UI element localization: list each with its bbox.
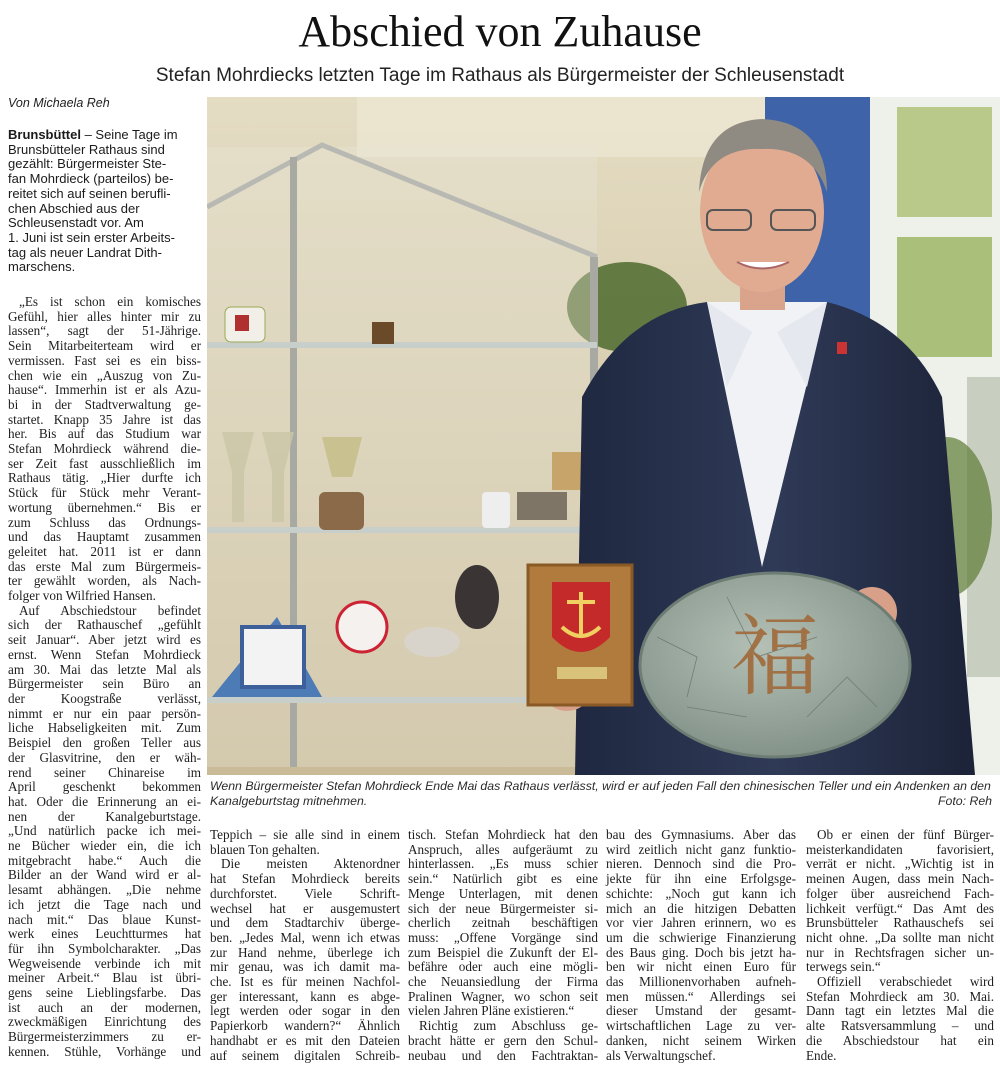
text-line: Papierkorb wandern?“ Ähnlich: [210, 1018, 400, 1034]
text-line: Stefan Mohrdieck am 30. Mai.: [806, 988, 994, 1004]
lead-line: [8, 246, 203, 261]
text-line: vermissen. Fast sei es ein biss-: [8, 352, 201, 368]
article-column-1: [8, 295, 201, 1060]
lead-line: [8, 202, 203, 217]
text-line: lassen“, sagt der 51-Jährige.: [8, 323, 201, 339]
text-line: ben. „Jedes Mal, wenn ich etwas: [210, 929, 400, 945]
photo-credit: Foto: Reh: [938, 793, 992, 808]
text-line: terwegs sein.“: [806, 959, 881, 975]
text-line: danken, nicht seinem Wirken: [606, 1032, 796, 1048]
text-line: des Baus ging. Doch bis jetzt ha-: [606, 944, 796, 960]
lead-line: [8, 260, 203, 275]
lead-line: [8, 128, 203, 143]
text-line: Teppich – sie alle sind in einem: [210, 827, 400, 842]
lead-text: – Seine Tage im: [80, 127, 178, 142]
text-line: werk eines Leuchtturmes hat: [8, 926, 201, 942]
text-line: ter gewählt worden, als Nach-: [8, 573, 201, 589]
text-line: startet. Knapp 35 Jahre ist das: [8, 411, 201, 427]
text-line: geleitet hat. 2011 ist er dann: [8, 543, 201, 559]
text-line: April geschenkt bekommen: [8, 779, 201, 795]
text-line: hat. Oder die Erinnerung an ei-: [8, 793, 201, 809]
text-line: „Es ist schon ein komisches: [19, 294, 201, 309]
text-line: vor vier Jahren erinnern, wo es: [606, 915, 796, 931]
text-line: Anspruch, alles aufgeräumt zu: [408, 841, 598, 857]
text-line: hinterlassen. „Es muss schier: [408, 856, 598, 872]
text-line: nimmt er nur ein paar persön-: [8, 705, 201, 721]
text-line: bau des Gymnasiums. Aber das: [606, 827, 796, 842]
article-column-5: [806, 828, 994, 1063]
text-line: Stefan Mohrdieck während die-: [8, 441, 201, 457]
text-line: nieren. Dennoch sind die Pro-: [606, 856, 796, 872]
text-line: Gefühl, hier alles hinter mir zu: [8, 308, 201, 324]
text-line: Brunsbütteler Rathauschefs sei: [806, 915, 994, 931]
text-line: zweckmäßigen Einrichtung des: [8, 1014, 201, 1030]
text-line: nur in Rechtsfragen sicher un-: [806, 944, 994, 960]
text-line: als Verwaltungschef.: [606, 1047, 716, 1063]
text-line: Wegweisende verbinde ich mit: [8, 955, 201, 971]
text-line: gens seine Lieblingsfarbe. Das: [8, 985, 201, 1001]
text-line: der Koogstraße verlässt,: [8, 690, 201, 706]
text-line: vielen Jahren Pläne existieren.“: [408, 1003, 575, 1019]
lead-text: marschens.: [8, 259, 76, 275]
text-line: zur Hand nehme, überlege ich: [210, 944, 400, 960]
text-line: folger von Wilfried Hansen.: [8, 588, 156, 604]
byline: Von Michaela Reh: [8, 96, 110, 110]
text-line: das erste Mal zum Bürgermeis-: [8, 558, 201, 574]
lead-text: fan Mohrdieck (parteilos) be-: [8, 171, 174, 187]
subheadline: Stefan Mohrdiecks letzten Tage im Rathaus als Bürgermeister der Schleusenstadt: [155, 65, 845, 86]
plate-character: 福: [730, 605, 820, 708]
text-line: Offiziell verabschiedet wird: [817, 974, 994, 990]
text-line: blauen Ton gehalten.: [210, 841, 320, 857]
text-line: muss: „Offene Vorgänge sind: [408, 929, 598, 945]
text-line: für ihn Symbolcharakter. „Das: [8, 940, 201, 956]
text-line: sich der neue Bürgermeister si-: [408, 900, 598, 916]
text-line: bracht hätte er gern den Schul-: [408, 1032, 598, 1048]
text-line: Die meisten Aktenordner: [221, 856, 400, 872]
text-line: rend seiner Chinareise im: [8, 764, 201, 780]
text-line: Pralinen Wagner, wo schon seit: [408, 988, 598, 1004]
text-line: zum Schluss das Ordnungs-: [8, 514, 201, 530]
lead-text: Schleusenstadt vor. Am: [8, 215, 144, 231]
caption-text: Wenn Bürgermeister Stefan Mohrdieck Ende Mai das Rathaus verlässt, wird er auf jeden Fall den chinesischen Teller und ein Andenken an den Kanalgeburtstag mitnehmen.: [210, 779, 991, 808]
text-line: neubau und den Fachtraktan-: [408, 1047, 598, 1063]
text-line: ger interessant, kann es abge-: [210, 988, 400, 1004]
article-column-4: [606, 828, 796, 1063]
text-line: ben wir nicht einen Euro für: [606, 959, 796, 975]
text-line: Sein Mitarbeiterteam wird er: [8, 338, 201, 354]
lead-line: [8, 172, 203, 187]
text-line: ser Zeit fast ausschließlich im: [8, 455, 201, 471]
text-line: meinen Augen, dass mein Nach-: [806, 871, 994, 887]
text-line: dieser Umstand der gesamt-: [606, 1003, 796, 1019]
text-line: „Und natürlich packe ich mei-: [8, 823, 201, 839]
text-line: lichkeit verfügt.“ Das Amt des: [806, 900, 994, 916]
lead-text: Brunsbütteler Rathaus sind: [8, 141, 165, 157]
text-line: Menge Unterlagen, mit denen: [408, 885, 598, 901]
lead-line: [8, 231, 203, 246]
text-line: seit Januar“. Aber jetzt wird es: [8, 632, 201, 648]
text-line: Bürgermeister sein Büro an: [8, 676, 201, 692]
text-line: befähre oder auch eine mögli-: [408, 959, 598, 975]
text-line: der Glasvitrine, den er wäh-: [8, 749, 201, 765]
text-line: che. Ist es für meinen Nachfol-: [210, 974, 400, 990]
text-line: zum Beispiel die Zukunft der El-: [408, 944, 598, 960]
headline: Abschied von Zuhause: [298, 7, 702, 56]
photo-illustration: [207, 97, 1000, 775]
text-line: auf seinem digitalen Schreib-: [210, 1047, 400, 1063]
text-line: folger über ausreichend Fach-: [806, 885, 994, 901]
text-line: wortung übernehmen.“ Bis er: [8, 499, 201, 515]
text-line: verrät er nicht. „Wichtig ist in: [806, 856, 994, 872]
text-line: mir genau, was ich damit ma-: [210, 959, 400, 975]
text-line: handhabt er es mit den Dateien: [210, 1032, 400, 1048]
text-line: Richtig zum Abschluss ge-: [419, 1018, 598, 1034]
text-line: nach mit.“ Das blaue Kunst-: [8, 911, 201, 927]
lead-text: chen Abschied aus der: [8, 200, 140, 216]
text-line: am 30. Mai das letzte Mal als: [8, 661, 201, 677]
text-line: tisch. Stefan Mohrdieck hat den: [408, 827, 598, 842]
text-line: und das Hauptamt zusammen: [8, 529, 201, 545]
text-line: Stück für Stück mehr Verant-: [8, 485, 201, 501]
text-line: Beispiel den großen Teller aus: [8, 735, 201, 751]
text-line: um die schwierige Finanzierung: [606, 929, 796, 945]
text-line: hat Stefan Mohrdieck bereits: [210, 871, 400, 887]
text-line: kennen. Stühle, Vorhänge und: [8, 1043, 201, 1059]
text-line: men müssen.“ Allerdings sei: [606, 988, 796, 1004]
text-line: ist auch an der modernen,: [8, 999, 201, 1015]
text-line: wird zeitlich nicht ganz funktio-: [606, 841, 796, 857]
text-line: legt werden oder sogar in den: [210, 1003, 400, 1019]
text-line: chen wie ein „Auszug von Zu-: [8, 367, 201, 383]
text-line: Dann tagt ein letztes Mal die: [806, 1003, 994, 1019]
text-line: cherlich zeitnah beschäftigen: [408, 915, 598, 931]
article-column-3: [408, 828, 598, 1063]
text-line: Bürgermeisterzimmers zu er-: [8, 1029, 201, 1045]
text-line: meisterkandidaten favorisiert,: [806, 841, 994, 857]
article-photo: [207, 97, 1000, 775]
text-line: Auf Abschiedstour befindet: [19, 602, 201, 618]
text-line: liche Habseligkeiten mit. Zum: [8, 720, 201, 736]
text-line: sich der Rathauschef „gefühlt: [8, 617, 201, 633]
text-line: Ob er einen der fünf Bürger-: [817, 827, 994, 842]
photo-caption: [210, 779, 992, 808]
text-line: bi in der Stadtverwaltung ge-: [8, 396, 201, 412]
text-line: ne Bücher wieder ein, die ich: [8, 838, 201, 854]
text-line: lesamt abhängen. „Die nehme: [8, 882, 201, 898]
text-line: sein.“ Natürlich gibt es eine: [408, 871, 598, 887]
text-line: mitgebracht habe.“ Auch die: [8, 852, 201, 868]
lead-text: reitet sich auf seinen berufli-: [8, 185, 171, 201]
text-line: meiner Arbeit.“ Blau ist übri-: [8, 970, 201, 986]
text-line: ich jetzt die Tage nach und: [8, 896, 201, 912]
text-line: wirtschaftlichen Lage zu ver-: [606, 1018, 796, 1034]
text-line: die Abschiedstour hat ein: [806, 1032, 994, 1048]
text-line: wechsel hat er ausgemustert: [210, 900, 400, 916]
text-line: Rathaus tätig. „Hier durfte ich: [8, 470, 201, 486]
text-line: schichte: „Noch gut kann ich: [606, 885, 796, 901]
dateline: Brunsbüttel: [8, 127, 81, 142]
text-line: her. Bis auf das Studium war: [8, 426, 201, 442]
lead-text: gezählt: Bürgermeister Ste-: [8, 156, 167, 172]
text-line: nicht ohne. „Da sollte man nicht: [806, 929, 994, 945]
lead-paragraph: [8, 128, 203, 275]
article-column-2: [210, 828, 400, 1063]
lead-text: tag als neuer Landrat Dith-: [8, 244, 162, 260]
lead-line: [8, 216, 203, 231]
text-line: mich an die hitzigen Debatten: [606, 900, 796, 916]
text-line: hause“. Immerhin ist er als Azu-: [8, 382, 201, 398]
lead-line: [8, 143, 203, 158]
text-line: und dem Stadtarchiv überge-: [210, 915, 400, 931]
text-line: che Neuansiedlung der Firma: [408, 974, 598, 990]
lead-line: [8, 157, 203, 172]
text-line: jekte für ihn eine Erfolgsge-: [606, 871, 796, 887]
text-line: durchforstet. Viele Schrift-: [210, 885, 400, 901]
text-line: alte Ratsversammlung – und: [806, 1018, 994, 1034]
text-line: ernst. Wenn Stefan Mohrdieck: [8, 646, 201, 662]
text-line: Bilder an der Wand wird er al-: [8, 867, 201, 883]
lead-text: 1. Juni ist sein erster Arbeits-: [8, 229, 175, 245]
text-line: nen der Kanalgeburtstage.: [8, 808, 201, 824]
text-line: Ende.: [806, 1047, 837, 1063]
text-line: das Millionenvorhaben aufneh-: [606, 974, 796, 990]
lead-line: [8, 187, 203, 202]
